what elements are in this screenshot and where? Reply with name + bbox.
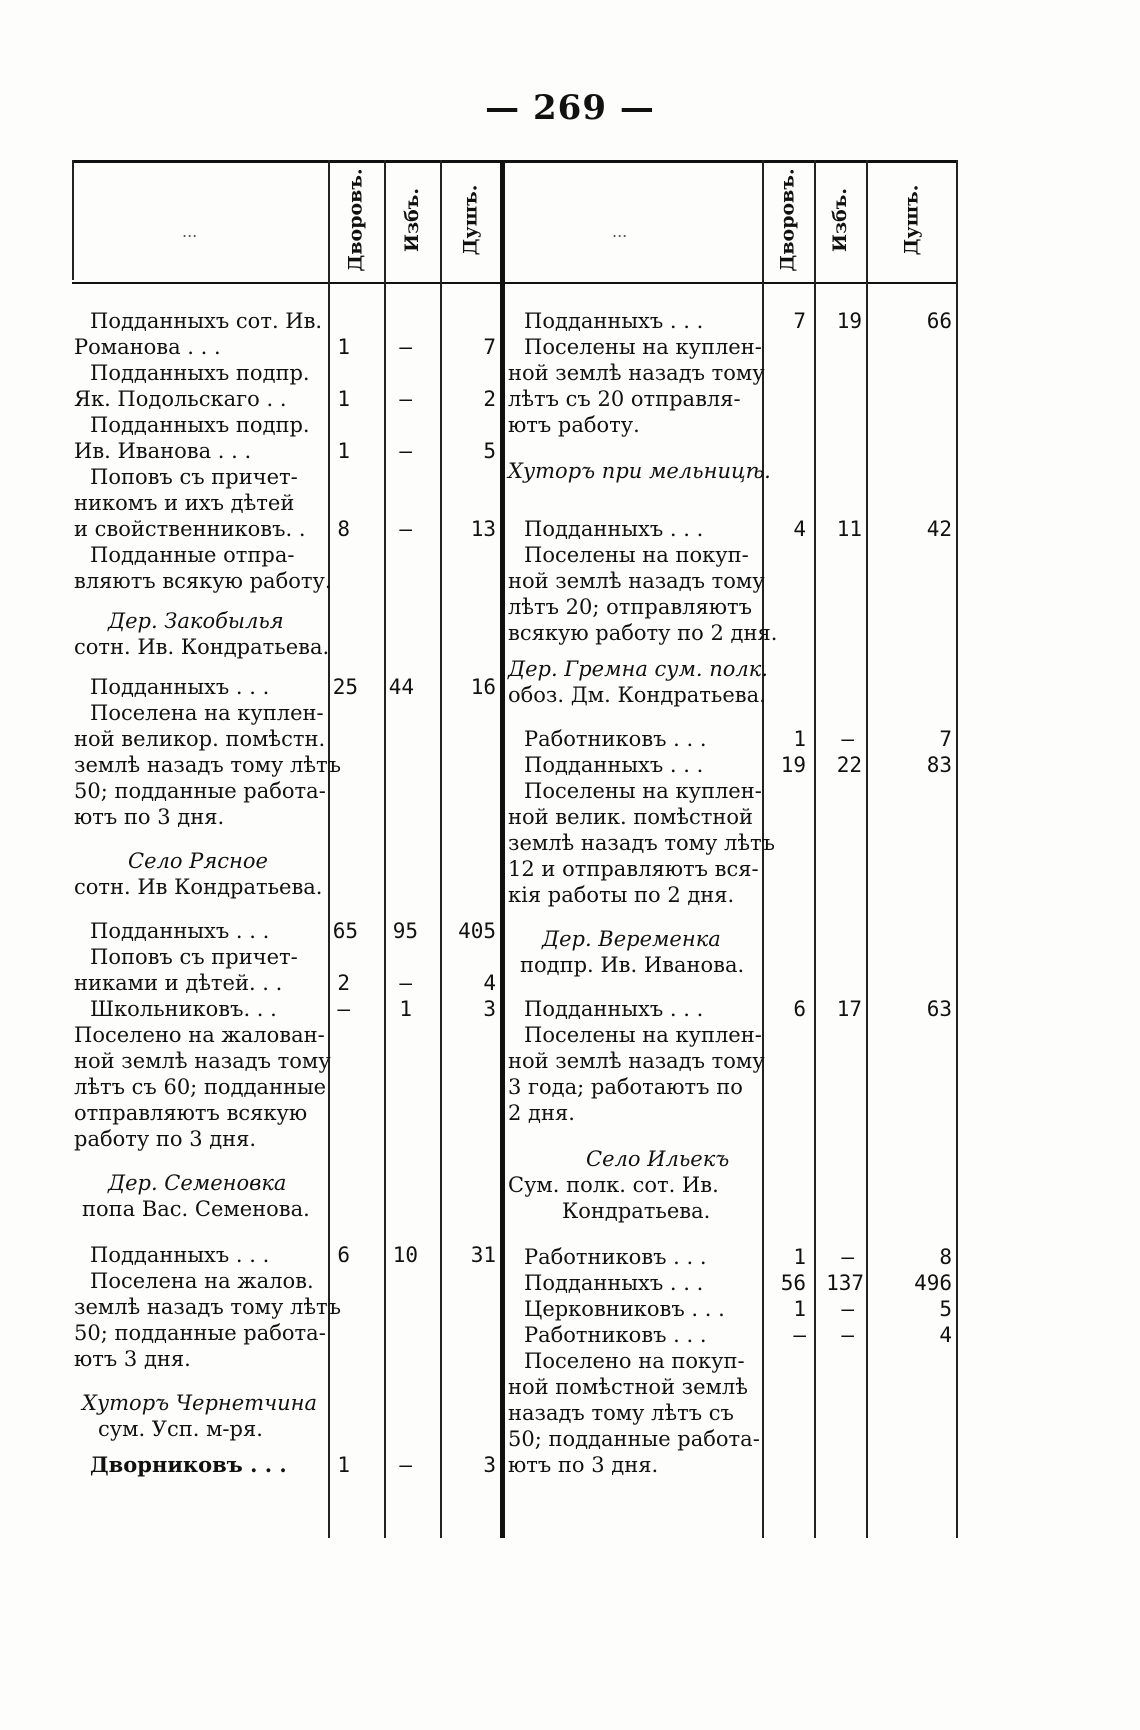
left-num: — [399,517,412,541]
right-num: 63 [926,997,952,1021]
left-line: сотн. Ив. Кондратьева. [74,635,330,659]
left-num: — [399,1453,412,1477]
right-num: — [793,1323,806,1347]
left-heading: Село Рясное [128,849,268,873]
right-line: землѣ назадъ тому лѣтъ [508,831,775,855]
right-line: Поселены на покуп- [524,543,749,567]
right-line: Подданныхъ . . . [524,517,704,541]
left-num: 5 [483,439,496,463]
table-left-border [72,160,74,280]
right-num: 7 [793,309,806,333]
left-line: Подданныхъ . . . [90,675,270,699]
right-line: подпр. Ив. Иванова. [520,953,745,977]
right-line: Подданныхъ . . . [524,309,704,333]
right-line: 12 и отправляютъ вся- [508,857,759,881]
left-num: 65 [332,919,358,943]
right-line: ной помѣстной землѣ [508,1375,748,1399]
left-line: Поселена на куплен- [90,701,324,725]
left-line: сум. Усп. м-ря. [98,1417,263,1441]
left-line: Подданныхъ . . . [90,919,270,943]
left-num: — [337,997,350,1021]
right-line: Работниковъ . . . [524,727,707,751]
left-line: Школьниковъ. . . [90,997,277,1021]
right-num: 8 [939,1245,952,1269]
left-col-divider-3 [440,160,442,1538]
left-num: 25 [332,675,358,699]
left-line: отправляютъ всякую [74,1101,308,1125]
left-col-divider-2 [384,160,386,1538]
left-num: 4 [483,971,496,995]
right-num: 1 [793,727,806,751]
right-num: 83 [926,753,952,777]
left-line: землѣ назадъ тому лѣтъ [74,753,341,777]
left-num: — [399,335,412,359]
right-num: 1 [793,1245,806,1269]
header-izb-right: Избъ. [829,188,852,252]
left-line: Подданныхъ подпр. [90,413,310,437]
right-num: 11 [836,517,862,541]
center-divider [500,160,505,1538]
right-num: 66 [926,309,952,333]
left-num: 1 [337,387,350,411]
right-num: — [841,727,854,751]
left-line: 50; подданные работа- [74,1321,326,1345]
header-dvorov-right: Дворовъ. [777,168,799,272]
right-line: 3 года; работаютъ по [508,1075,743,1099]
left-line: и свойственниковъ. . [74,517,306,541]
header-dush-right: Душъ. [899,184,922,256]
header-blank-right: ... [612,222,628,241]
left-line: ной землѣ назадъ тому [74,1049,331,1073]
right-line: Работниковъ . . . [524,1323,707,1347]
right-line: 50; подданные работа- [508,1427,760,1451]
left-num: 8 [337,517,350,541]
left-num: 7 [483,335,496,359]
right-line: ной землѣ назадъ тому [508,361,765,385]
right-num: 5 [939,1297,952,1321]
right-line: Сум. полк. сот. Ив. [508,1173,719,1197]
left-line: ютъ по 3 дня. [74,805,225,829]
right-line: лѣтъ 20; отправляютъ [508,595,753,619]
left-num: 1 [337,439,350,463]
left-num: 3 [483,1453,496,1477]
left-line: Ив. Иванова . . . [74,439,252,463]
left-line: никами и дѣтей. . . [74,971,283,995]
left-line: Дворниковъ . . . [90,1452,287,1477]
right-num: 19 [780,753,806,777]
left-line: Подданныхъ сот. Ив. [90,309,323,333]
right-num: 4 [793,517,806,541]
left-num: 1 [399,997,412,1021]
left-num: 405 [458,919,496,943]
right-num: — [841,1323,854,1347]
right-num: 4 [939,1323,952,1347]
header-izb-left: Избъ. [401,188,424,252]
left-line: вляютъ всякую работу. [74,569,332,593]
left-line: Поповъ съ причет- [90,465,298,489]
left-num: 2 [483,387,496,411]
left-line: Подданныхъ подпр. [90,361,310,385]
right-num: — [841,1245,854,1269]
right-line: ютъ работу. [508,413,640,437]
right-line: Поселены на куплен- [524,335,762,359]
left-heading: Хуторъ Чернетчина [82,1391,318,1415]
left-line: сотн. Ив Кондратьева. [74,875,323,899]
left-line: Поселена на жалов. [90,1269,314,1293]
census-table [72,160,958,1538]
left-num: — [399,971,412,995]
right-num: 6 [793,997,806,1021]
left-line: ной великор. помѣстн. [74,727,326,751]
left-num: 10 [392,1243,418,1267]
header-dvorov-left: Дворовъ. [345,168,367,272]
right-num: 42 [926,517,952,541]
table-right-border [956,160,958,1538]
right-line: всякую работу по 2 дня. [508,621,778,645]
right-line: Поселено на покуп- [524,1349,745,1373]
left-heading: Дер. Закобылья [108,609,284,633]
right-line: Подданныхъ . . . [524,753,704,777]
left-num: 1 [337,1453,350,1477]
left-num: — [399,387,412,411]
left-num: 3 [483,997,496,1021]
right-line: лѣтъ съ 20 отправля- [508,387,741,411]
right-num: 137 [826,1271,864,1295]
left-line: работу по 3 дня. [74,1127,257,1151]
right-num: 22 [836,753,862,777]
left-line: Романова . . . [74,335,221,359]
left-num: 95 [392,919,418,943]
right-line: назадъ тому лѣтъ съ [508,1401,734,1425]
right-line: 2 дня. [508,1101,575,1125]
left-line: землѣ назадъ тому лѣтъ [74,1295,341,1319]
right-line: Поселены на куплен- [524,779,762,803]
header-dush-left: Душъ. [459,184,482,256]
right-num: 7 [939,727,952,751]
left-num: 44 [388,675,414,699]
left-line: лѣтъ съ 60; подданные [74,1075,327,1099]
header-blank-left: ... [182,222,198,241]
left-num: 31 [470,1243,496,1267]
right-num: 496 [914,1271,952,1295]
left-line: Поселено на жалован- [74,1023,325,1047]
left-num: 1 [337,335,350,359]
left-line: Як. Подольскаго . . [74,387,287,411]
right-line: Работниковъ . . . [524,1245,707,1269]
right-num: 17 [836,997,862,1021]
right-heading: Дер. Веременка [542,927,721,951]
left-line: никомъ и ихъ дѣтей [74,491,295,515]
right-line: Церковниковъ . . . [524,1297,725,1321]
right-line: Подданныхъ . . . [524,1271,704,1295]
left-num: 16 [470,675,496,699]
right-line: Кондратьева. [562,1199,711,1223]
right-num: 56 [780,1271,806,1295]
right-line: ютъ по 3 дня. [508,1453,659,1477]
left-line: ютъ 3 дня. [74,1347,191,1371]
right-heading: Дер. Гремна сум. полк. [508,657,768,681]
left-line: Подданныхъ . . . [90,1243,270,1267]
left-num: 6 [337,1243,350,1267]
left-heading: Дер. Семеновка [108,1171,287,1195]
left-num: 13 [470,517,496,541]
right-heading: Хуторъ при мельницѣ. [508,459,771,483]
left-line: 50; подданные работа- [74,779,326,803]
right-line: обоз. Дм. Кондратьева. [508,683,766,707]
right-line: ной землѣ назадъ тому [508,1049,765,1073]
right-num: 1 [793,1297,806,1321]
right-line: Подданныхъ . . . [524,997,704,1021]
left-col-divider-1 [328,160,330,1538]
left-line: Подданные отпра- [90,543,295,567]
right-line: ной землѣ назадъ тому [508,569,765,593]
left-line: Поповъ съ причет- [90,945,298,969]
left-num: — [399,439,412,463]
left-num: 2 [337,971,350,995]
header-separator [72,282,958,284]
left-line: попа Вас. Семенова. [82,1197,310,1221]
right-line: кія работы по 2 дня. [508,883,735,907]
page-number: — 269 — [485,88,655,128]
right-line: ной велик. помѣстной [508,805,754,829]
right-num: 19 [836,309,862,333]
right-line: Поселены на куплен- [524,1023,762,1047]
right-num: — [841,1297,854,1321]
right-heading: Село Ильекъ [586,1147,730,1171]
